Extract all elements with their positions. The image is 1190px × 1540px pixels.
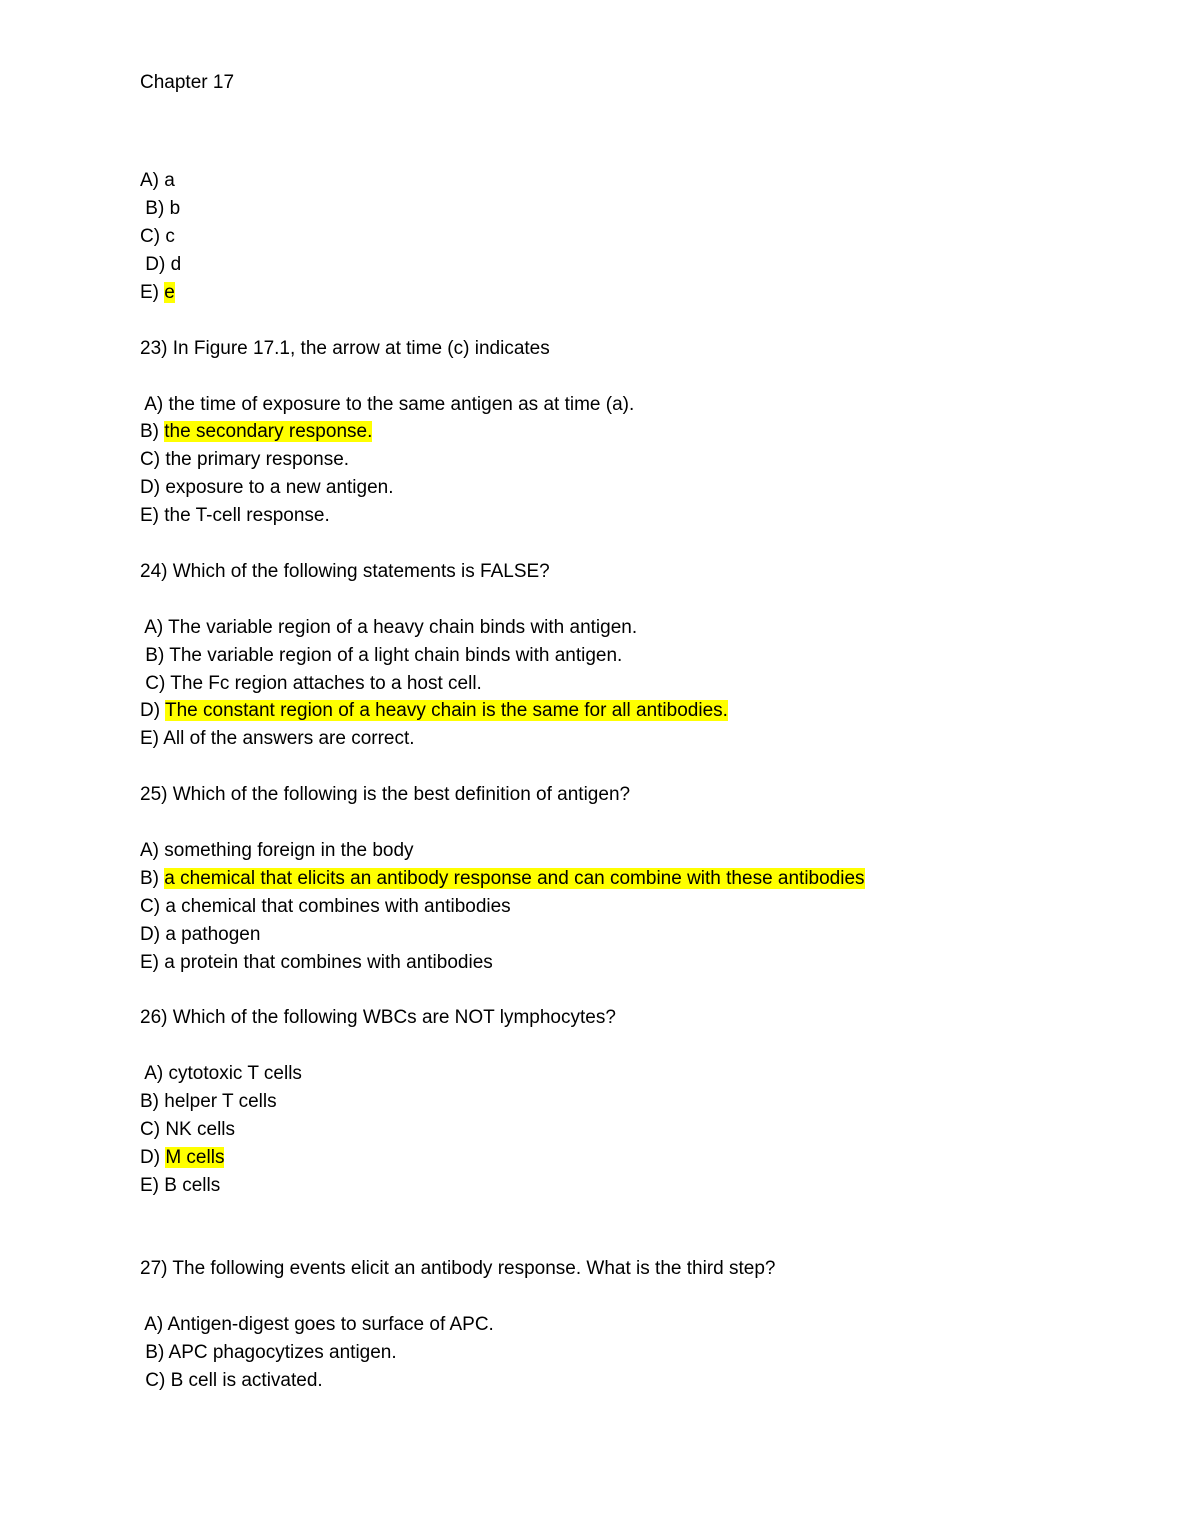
q26-option-a: [140, 1060, 302, 1088]
highlighted-answer: M cells: [165, 1147, 225, 1168]
q25-option-b: [140, 865, 865, 893]
option-text: a protein that combines with antibodies: [164, 952, 493, 973]
q22-option-c: [140, 223, 175, 251]
q25-question: 25) Which of the following is the best definition of antigen?: [140, 784, 631, 805]
option-prefix: A): [140, 170, 165, 191]
option-text: exposure to a new antigen.: [165, 477, 394, 498]
option-text: the time of exposure to the same antigen as at time (a).: [168, 394, 635, 415]
option-text: All of the answers are correct.: [163, 728, 415, 749]
q27-question: 27) The following events elicit an antibody response. What is the third step?: [140, 1258, 776, 1279]
q25-option-c: [140, 893, 511, 921]
q25-option-a: [140, 837, 414, 865]
option-text: helper T cells: [164, 1091, 277, 1112]
option-prefix: C): [140, 1119, 166, 1140]
option-text: The variable region of a heavy chain binds with antigen.: [168, 617, 638, 638]
option-prefix: E): [140, 952, 165, 973]
option-text: The Fc region attaches to a host cell.: [170, 673, 482, 694]
highlighted-answer: e: [164, 282, 175, 303]
option-prefix: D): [140, 1147, 166, 1168]
q26-option-c: [140, 1116, 235, 1144]
q27-option-b: [140, 1339, 397, 1367]
option-prefix: A): [140, 617, 169, 638]
q26-question: 26) Which of the following WBCs are NOT lymphocytes?: [140, 1007, 616, 1028]
option-text: d: [170, 254, 182, 275]
option-prefix: E): [140, 282, 165, 303]
option-prefix: B): [140, 1091, 165, 1112]
q23-option-a: [140, 391, 634, 419]
q25-option-d: [140, 921, 260, 949]
option-text: The variable region of a light chain binds with antigen.: [169, 645, 623, 666]
option-prefix: D): [140, 700, 165, 721]
option-prefix: A): [140, 394, 169, 415]
q27-option-a: [140, 1311, 494, 1339]
option-text: b: [169, 198, 181, 219]
option-prefix: B): [140, 645, 170, 666]
option-prefix: A): [140, 1063, 169, 1084]
option-prefix: B): [140, 1342, 169, 1363]
q23-option-c: [140, 446, 349, 474]
q26-option-b: [140, 1088, 277, 1116]
q23-question: 23) In Figure 17.1, the arrow at time (c) indicates: [140, 338, 550, 359]
highlighted-answer: the secondary response.: [164, 421, 373, 442]
q24-question: 24) Which of the following statements is FALSE?: [140, 561, 550, 582]
option-prefix: E): [140, 1175, 165, 1196]
q23-option-d: [140, 474, 394, 502]
option-text: the T-cell response.: [164, 505, 330, 526]
option-prefix: D): [140, 477, 166, 498]
q24-option-d: [140, 697, 728, 725]
option-text: c: [165, 226, 175, 247]
option-text: APC phagocytizes antigen.: [168, 1342, 397, 1363]
option-prefix: D): [140, 924, 166, 945]
q22-option-b: [140, 195, 180, 223]
option-text: something foreign in the body: [164, 840, 414, 861]
option-prefix: C): [140, 226, 166, 247]
option-prefix: A): [140, 840, 165, 861]
option-prefix: B): [140, 868, 165, 889]
q22-option-a: [140, 167, 175, 195]
q22-option-e: [140, 279, 175, 307]
q23-option-b: [140, 418, 372, 446]
q23-option-e: [140, 502, 330, 530]
q26-option-d: [140, 1144, 224, 1172]
q24-option-a: [140, 614, 637, 642]
highlighted-answer: The constant region of a heavy chain is the same for all antibodies.: [164, 700, 728, 721]
q24-option-e: [140, 725, 415, 753]
option-text: a chemical that combines with antibodies: [165, 896, 511, 917]
option-prefix: A): [140, 1314, 168, 1335]
q24-option-c: [140, 670, 482, 698]
option-prefix: D): [140, 254, 171, 275]
option-prefix: C): [140, 896, 166, 917]
option-prefix: E): [140, 728, 164, 749]
option-text: B cell is activated.: [170, 1370, 323, 1391]
q27-option-c: [140, 1367, 323, 1395]
option-text: the primary response.: [165, 449, 350, 470]
option-text: Antigen-digest goes to surface of APC.: [167, 1314, 494, 1335]
option-text: B cells: [164, 1175, 221, 1196]
option-text: a pathogen: [165, 924, 261, 945]
option-prefix: B): [140, 198, 170, 219]
q26-option-e: [140, 1172, 220, 1200]
q25-option-e: [140, 949, 493, 977]
option-prefix: B): [140, 421, 165, 442]
page-title: Chapter 17: [140, 72, 235, 93]
option-prefix: C): [140, 673, 171, 694]
option-prefix: E): [140, 505, 165, 526]
option-text: cytotoxic T cells: [168, 1063, 302, 1084]
option-prefix: C): [140, 1370, 171, 1391]
option-text: a: [164, 170, 175, 191]
option-text: NK cells: [165, 1119, 236, 1140]
highlighted-answer: a chemical that elicits an antibody response and can combine with these antibodies: [164, 868, 865, 889]
q22-option-d: [140, 251, 181, 279]
q24-option-b: [140, 642, 622, 670]
option-prefix: C): [140, 449, 166, 470]
